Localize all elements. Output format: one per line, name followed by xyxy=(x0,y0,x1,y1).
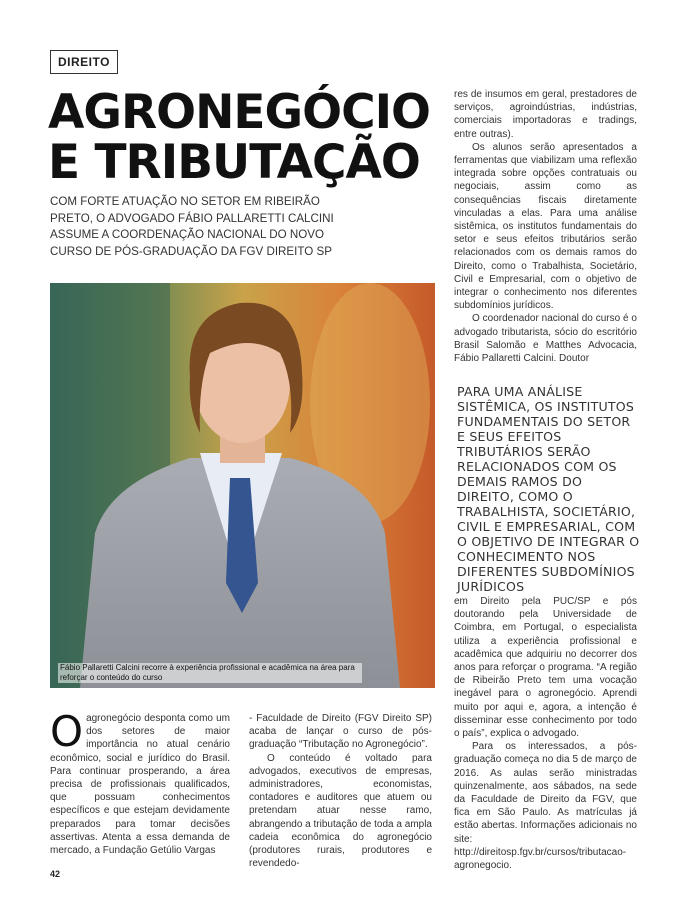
page-number: 42 xyxy=(50,869,61,879)
paragraph: - Faculdade de Direito (FGV Direito SP) acaba de lançar o curso de pós-graduação “Tributação no Agronegócio”. xyxy=(249,713,432,751)
column-3-top xyxy=(454,88,637,365)
section-tag: DIREITO xyxy=(50,50,118,74)
photo-caption: Fábio Pallaretti Calcini recorre à experiência profissional e acadêmica na área para reforçar o conteúdo do curso xyxy=(58,663,362,683)
paragraph: agronegócio desponta como um dos setores de maior importância no atual cenário econômico, social e jurídico do Brasil. Para continuar prosperando, a área precisa de profissionais qualificados, que possuam conhecimentos específicos e que estejam devidamente preparados para tomar decisões assertivas. Atenta a essa demanda de mercado, a Fundação Getúlio Vargas xyxy=(50,713,230,857)
title-line-2: E TRIBUTAÇÃO xyxy=(48,135,420,190)
title-line-1: AGRONEGÓCIO xyxy=(48,85,431,140)
paragraph: O conteúdo é voltado para advogados, executivos de empresas, administradores, economistas, contadores e auditores que atuem ou pretendam atuar nesse ramo, abrangendo a tributação de toda a ampla cadeia econômica do agronegócio (produtores rurais, produtores e revendedo- xyxy=(249,752,432,870)
column-3-bottom xyxy=(454,595,637,872)
paragraph: Os alunos serão apresentados a ferramentas que viabilizam uma reflexão integrada sobre opções contratuais ou negociais, assim como as consequências fiscais diretamente vinculadas a elas. Para uma análise sistêmica, os institutos fundamentais do setor e seus efeitos tributários serão relacionados com os demais ramos do Direito, como o Trabalhista, Societário, Civil e Empresarial, com o objetivo de integrar o conhecimento nos diferentes subdomínios jurídicos. xyxy=(454,141,637,312)
pull-quote: PARA UMA ANÁLISE SISTÊMICA, OS INSTITUTOS FUNDAMENTAIS DO SETOR E SEUS EFEITOS TRIBUTÁRIOS SERÃO RELACIONADOS COM OS DEMAIS RAMOS DO DIREITO, COMO O TRABALHISTA, SOCIETÁRIO, CIVIL E EMPRESARIAL, COM O OBJETIVO DE INTEGRAR O CONHECIMENTO NOS DIFERENTES SUBDOMÍNIOS JURÍDICOS xyxy=(457,384,640,594)
article-subtitle: COM FORTE ATUAÇÃO NO SETOR EM RIBEIRÃO PRETO, O ADVOGADO FÁBIO PALLARETTI CALCINI ASSUME A COORDENAÇÃO NACIONAL DO NOVO CURSO DE PÓS-GRADUAÇÃO DA FGV DIREITO SP xyxy=(50,195,334,258)
portrait-photo xyxy=(50,283,435,688)
article-title xyxy=(48,85,438,190)
paragraph: em Direito pela PUC/SP e pós doutorando pela Universidade de Coimbra, em Portugal, o especialista utiliza a experiência profissional e acadêmica que adquiriu no decorrer dos anos para reforçar o programa. “A região de Ribeirão Preto tem uma vocação inegável para o agronegócio. Aprendi muito por aqui e, agora, a intenção é disseminar esse conhecimento por todo o país”, explica o advogado. xyxy=(454,596,637,740)
paragraph: O coordenador nacional do curso é o advogado tributarista, sócio do escritório Brasil Salomão e Matthes Advocacia, Fábio Pallaretti Calcini. Doutor xyxy=(454,313,637,365)
paragraph: res de insumos em geral, prestadores de serviços, agroindústrias, indústrias, comerciais importadoras e tradings, entre outras). xyxy=(454,89,637,140)
drop-cap: O xyxy=(50,707,84,756)
paragraph: Para os interessados, a pós-graduação começa no dia 5 de março de 2016. As aulas serão ministradas quinzenalmente, aos sábados, na sede da Faculdade de Direito da FGV, que fica em São Paulo. As matrículas já estão abertas. Informações adicionais no site: http://direitosp.fgv.br/cursos/tributacao-agronegocio. xyxy=(454,741,637,872)
column-1 xyxy=(50,707,230,857)
column-2 xyxy=(249,712,432,870)
